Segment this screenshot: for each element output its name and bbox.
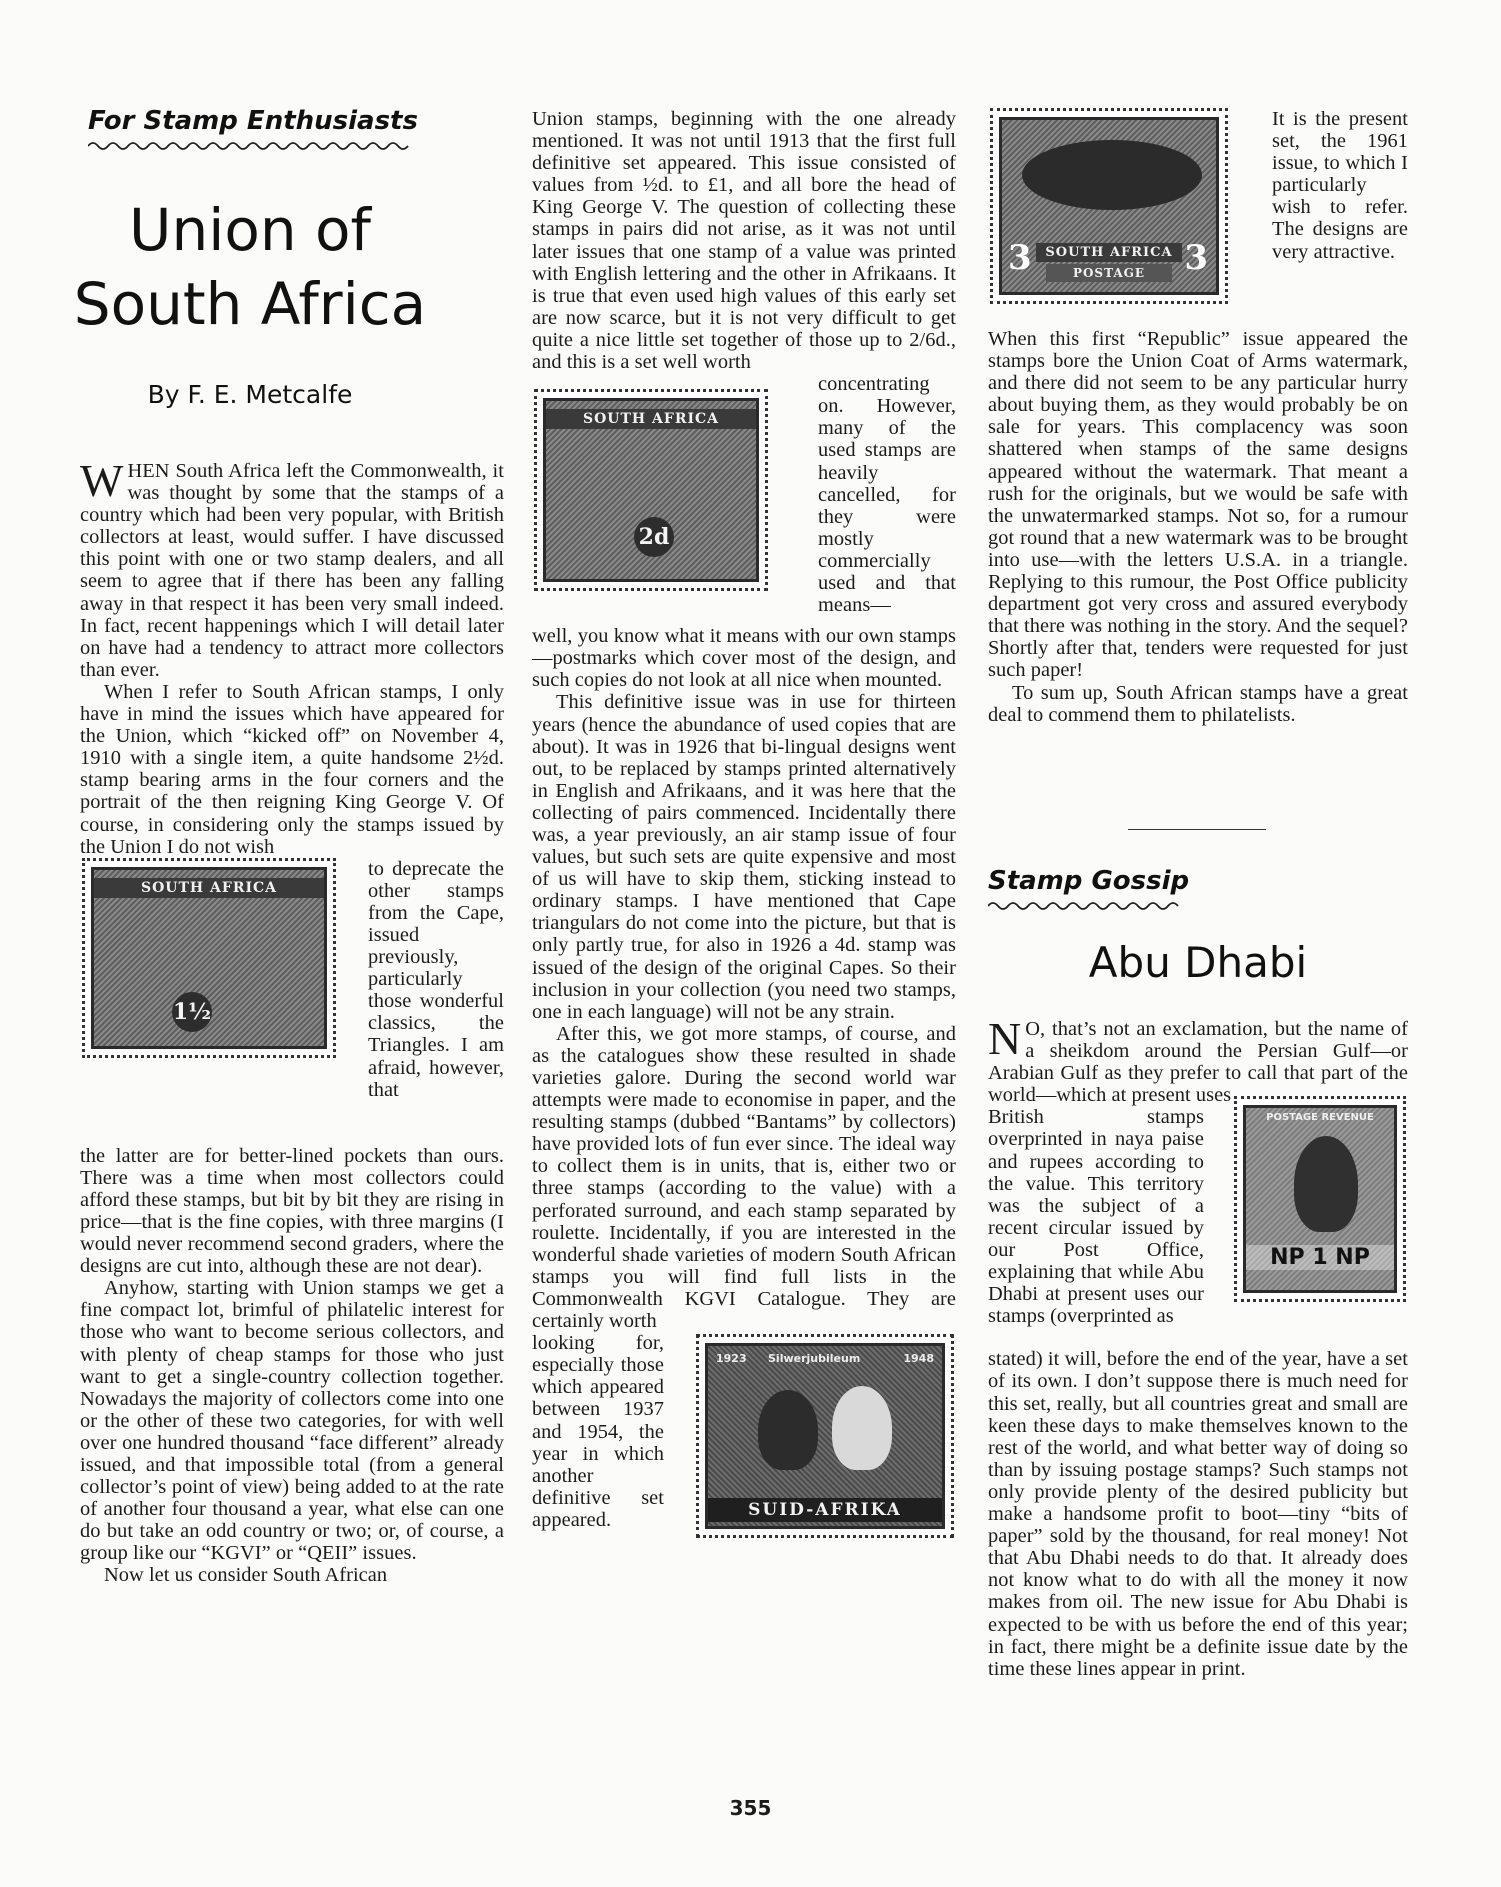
stamp-portrait-queen xyxy=(832,1386,892,1470)
stamp-sub-label: POSTAGE xyxy=(1046,264,1172,282)
paragraph: To sum up, South African stamps have a great deal to commend them to philatelists. xyxy=(988,681,1408,726)
drop-cap: W xyxy=(80,455,124,506)
stamp-image-south-africa-2d xyxy=(534,389,768,591)
paragraph: Anyhow, starting with Union stamps we get a fine compact lot, brimful of philatelic interest for those who want to become serious collectors, and with plenty of cheap stamps for those who just want to get a single-country collection together. Nowadays the majority of collectors come into one or the other of these two categories, for with well over one hundred thousand “face different” already issued, and that impossible total (from a general collector’s point of view) being added to at the rate of another four thousand a year, what else can one do but take an odd country or two; or, of course, a group like our “KGVI” or “QEII” issues. xyxy=(80,1277,504,1565)
wrap-block xyxy=(532,1332,956,1552)
wrapped-text: looking for, especially those which appeared between 1937 and 1954, the year in which another definitive set appeared. xyxy=(532,1332,664,1531)
paragraph: Union stamps, beginning with the one already mentioned. It was not until 1913 that the first full definitive set appeared. This issue consisted of values from ½d. to £1, and all bore the head of King George V. The question of collecting these stamps in pairs did not arise, as it was not until later issues that one stamp of a value was printed with English lettering and the other in Afrikaans. It is true that even used high values of this early set are now scarce, but it is not very difficult to get quite a nice little set together of those up to 2/6d., and this is a set well worth xyxy=(532,108,956,374)
wrapped-text: British stamps overprinted in naya paise and rupees according to the value. This territory was the subject of a recent circular issued by our Post Office, explaining that while Abu Dhabi at present uses our stamps (overprinted as xyxy=(988,1106,1204,1328)
stamp-top-text: POSTAGE REVENUE xyxy=(1266,1112,1374,1124)
paragraph: When I refer to South African stamps, I only have in mind the issues which have appeared for the Union, which “kicked off” on November 4, 1910 with a single item, a quite handsome 2½d. stamp bearing arms in the four corners and the portrait of the then reigning King George V. Of course, in considering only the stamps issued by the Union I do not wish xyxy=(80,680,504,858)
paragraph: After this, we got more stamps, of course, and as the catalogues show these resulted in shade varieties galore. During the second world war attempts were made to economise in paper, and the resulting stamps (dubbed “Bantams” by collectors) have provided lots of fun ever since. The ideal way to collect them is in units, that is, either two or three stamps (according to the value) with a perforated surround, and each stamp separated by roulette. Incidentally, if you are interested in the wonderful shade varieties of modern South African stamps you will find full lists in the Commonwealth KGVI Catalogue. They are certainly worth xyxy=(532,1022,956,1333)
wrap-block xyxy=(988,108,1408,328)
wrapped-text: to deprecate the other stamps from the Cape, issued previously, particularly those wonderful classics, the Triangles. I am afraid, however, that xyxy=(368,857,504,1101)
paragraph xyxy=(988,1013,1408,1107)
gossip-body xyxy=(988,1013,1408,1680)
stamp-picture xyxy=(705,1343,945,1529)
stamp-picture xyxy=(999,117,1219,295)
stamp-value-left: 3 xyxy=(1008,238,1032,278)
gossip-title: Abu Dhabi xyxy=(1088,938,1308,987)
stamp-picture xyxy=(91,867,327,1049)
column-2 xyxy=(532,108,956,1552)
decorative-wave-rule xyxy=(88,140,418,152)
stamp-trees xyxy=(1022,140,1202,210)
stamp-portrait-king xyxy=(758,1390,818,1470)
paragraph: When this first “Republic” issue appeared the stamps bore the Union Coat of Arms watermark, and there did not seem to be any particular hurry about buying them, as they would probably be on sale for years. This complacency was soon shattered when stamps of the same designs appeared without the watermark. That meant a rush for the originals, but we would be safe with the unwatermarked stamps. Not so, for a rumour got round that a new watermark was to be brought into use—with the letters U.S.A. in a triangle. Replying to this rumour, the Post Office publicity department got very cross and assured everybody that there was nothing in the story. And the sequel? Shortly after that, tenders were requested for just such paper! xyxy=(988,328,1408,682)
paragraph: This definitive issue was in use for thirteen years (hence the abundance of used copies that are about). It was in 1926 that bi-lingual designs went out, to be replaced by stamps printed alternatively in English and Afrikaans, and it was here that the collecting of pairs commenced. Incidentally there was, a year previously, an air stamp issue of four values, but such sets are quite expensive and most of us will have to skip them, sticking instead to ordinary stamps. I have mentioned that Cape triangulars do not come into the picture, but that is only partly true, for also in 1926 a 4d. stamp was issued of the design of the original Capes. So their inclusion in your collection (you need two stamps, one in each language) will not be any strain. xyxy=(532,691,956,1023)
stamp-image-abu-dhabi-overprint xyxy=(1234,1096,1406,1302)
stamp-picture xyxy=(1243,1105,1397,1293)
stamp-portrait-queen xyxy=(1294,1136,1358,1232)
drop-cap: N xyxy=(988,1013,1022,1064)
paragraph xyxy=(80,455,504,681)
gossip-kicker: Stamp Gossip xyxy=(988,866,1190,896)
wrapped-text: concentrating on. However, many of the used stamps are heavily cancelled, for they were mostly commercially used and that means— xyxy=(818,373,956,617)
stamp-value: 2d xyxy=(634,517,674,557)
section-divider xyxy=(1128,829,1266,830)
stamp-top-text: Silwerjubileum xyxy=(768,1352,861,1366)
paragraph: stated) it will, before the end of the year, have a set of its own. I don’t suppose there is much need for this set, really, but all countries great and small are keen these days to make themselves known to the rest of the world, and what better way of doing so than by issuing postage stamps? Such stamps not only provide plenty of the desired publicity but make a handsome profit to boot—tiny “bits of paper” sold by the thousand, for real money! Not that Abu Dhabi needs to do that. It already does not know what to do with all the money it now makes from oil. The new issue for Abu Dhabi is expected to be with us before the end of this year; in fact, there might be a definite issue date by the time these lines appear in print. xyxy=(988,1348,1408,1680)
stamp-image-south-africa-1-5d xyxy=(82,858,336,1058)
stamp-picture xyxy=(543,398,759,582)
article-title-line1: Union of xyxy=(129,196,371,264)
stamp-image-silver-jubilee-3d xyxy=(696,1334,954,1538)
article-title-line2: South Africa xyxy=(73,270,427,338)
stamp-label: SOUTH AFRICA xyxy=(546,409,756,429)
wrapped-text: It is the present set, the 1961 issue, to which I particularly wish to refer. The designs are very attractive. xyxy=(1272,108,1408,263)
stamp-overprint: NP 1 NP xyxy=(1246,1245,1394,1270)
article-byline: By F. E. Metcalfe xyxy=(147,380,353,409)
column-3 xyxy=(988,108,1408,726)
paragraph: the latter are for better-lined pockets than ours. There was a time when most collectors could afford these stamps, but bit by bit they are rising in price—that is the fine copies, with three margins (I would never recommend second graders, where the designs are cut into, although these are not dear). xyxy=(80,1144,504,1278)
paragraph-text: HEN South Africa left the Commonwealth, it was thought by some that the stamps of a country which had been very popular, with British collectors at least, would suffer. I have discussed this point with one or two stamp dealers, and all seem to agree that if there has been any falling away in that respect it has been very small indeed. In fact, recent happenings which I will detail later on have had a tendency to attract more collectors than ever. xyxy=(80,460,504,681)
stamp-value-right: 3 xyxy=(1184,238,1208,278)
stamp-year-right: 1948 xyxy=(903,1352,934,1366)
wrap-block xyxy=(988,1106,1408,1348)
page-number: 355 xyxy=(729,1796,772,1820)
paragraph: Now let us consider South African xyxy=(104,1564,388,1587)
decorative-wave-rule xyxy=(988,900,1188,912)
column-1 xyxy=(80,455,504,1587)
paragraph: well, you know what it means with our own stamps—postmarks which cover most of the design, and such copies do not look at all nice when mounted. xyxy=(532,625,956,692)
wrap-block xyxy=(532,373,956,625)
stamp-image-south-africa-3d xyxy=(990,108,1228,304)
paragraph-text: O, that’s not an exclamation, but the name of a sheikdom around the Persian Gulf—or Arabian Gulf as they prefer to call that part of the world—which at present uses xyxy=(988,1018,1408,1107)
stamp-year-left: 1923 xyxy=(716,1352,747,1366)
stamp-label: SUID-AFRIKA xyxy=(708,1498,942,1522)
stamp-label: SOUTH AFRICA xyxy=(1036,243,1182,262)
article-kicker: For Stamp Enthusiasts xyxy=(88,106,418,136)
stamp-label: SOUTH AFRICA xyxy=(94,878,324,898)
wrap-block xyxy=(80,858,504,1145)
stamp-value: 1½ xyxy=(172,992,212,1032)
